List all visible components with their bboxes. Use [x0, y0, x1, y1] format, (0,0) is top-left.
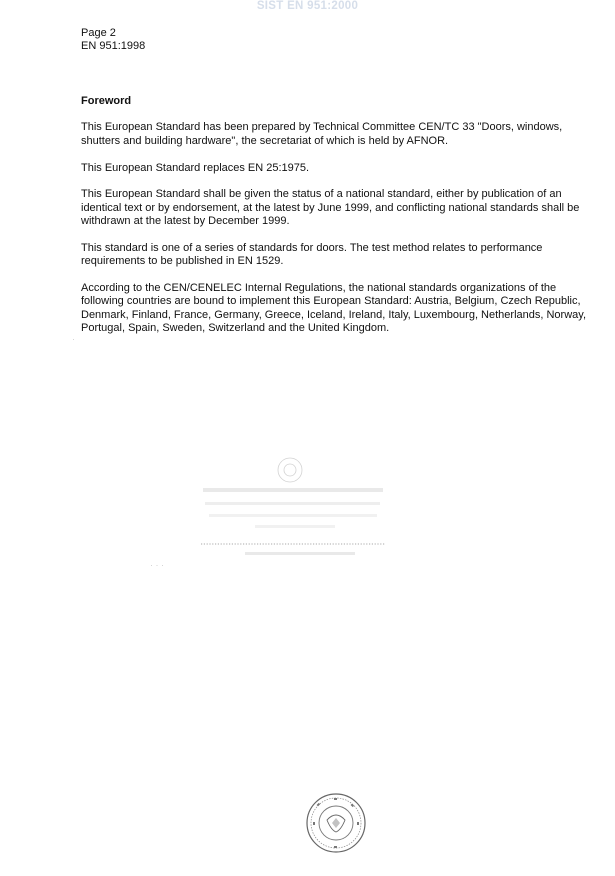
paragraph-status: This European Standard shall be given the status of a national standard, either by publication of an identical text or by endorsement, at the latest by June 1999, and conflicting national standards shall be withdrawn at the latest by December 1999. — [81, 188, 580, 228]
paragraph-replaces: This European Standard replaces EN 25:1975. — [81, 161, 310, 174]
document-id: EN 951:1998 — [81, 40, 146, 52]
speck: · — [72, 334, 75, 344]
official-seal-icon — [305, 792, 367, 854]
page-header — [81, 27, 145, 53]
foreword-heading: Foreword — [81, 95, 132, 107]
speck: · · · — [150, 560, 164, 570]
paragraph-committee: This European Standard has been prepared by Technical Committee CEN/TC 33 "Doors, windows, shutters and building hardware", the secretariat of which is held by AFNOR. — [81, 121, 563, 147]
foreword-section — [81, 95, 593, 349]
page-number: Page 2 — [81, 27, 116, 39]
paragraph-countries: According to the CEN/CENELEC Internal Regulations, the national standards organizations of the following countries are bound to implement this European Standard: Austria, Belgium, Czech Republic, Denmark, Finland, France, Germany, Greece, Iceland, Ireland, Italy, Luxembourg, Netherlands, Norway, Portugal, Spain, Sweden, Switzerland and the United Kingdom. — [81, 281, 587, 335]
faint-stamp-impression — [195, 452, 395, 572]
watermark: SIST EN 951:2000 — [256, 0, 359, 12]
paragraph-series: This standard is one of a series of standards for doors. The test method relates to performance requirements to be published in EN 1529. — [81, 241, 543, 268]
